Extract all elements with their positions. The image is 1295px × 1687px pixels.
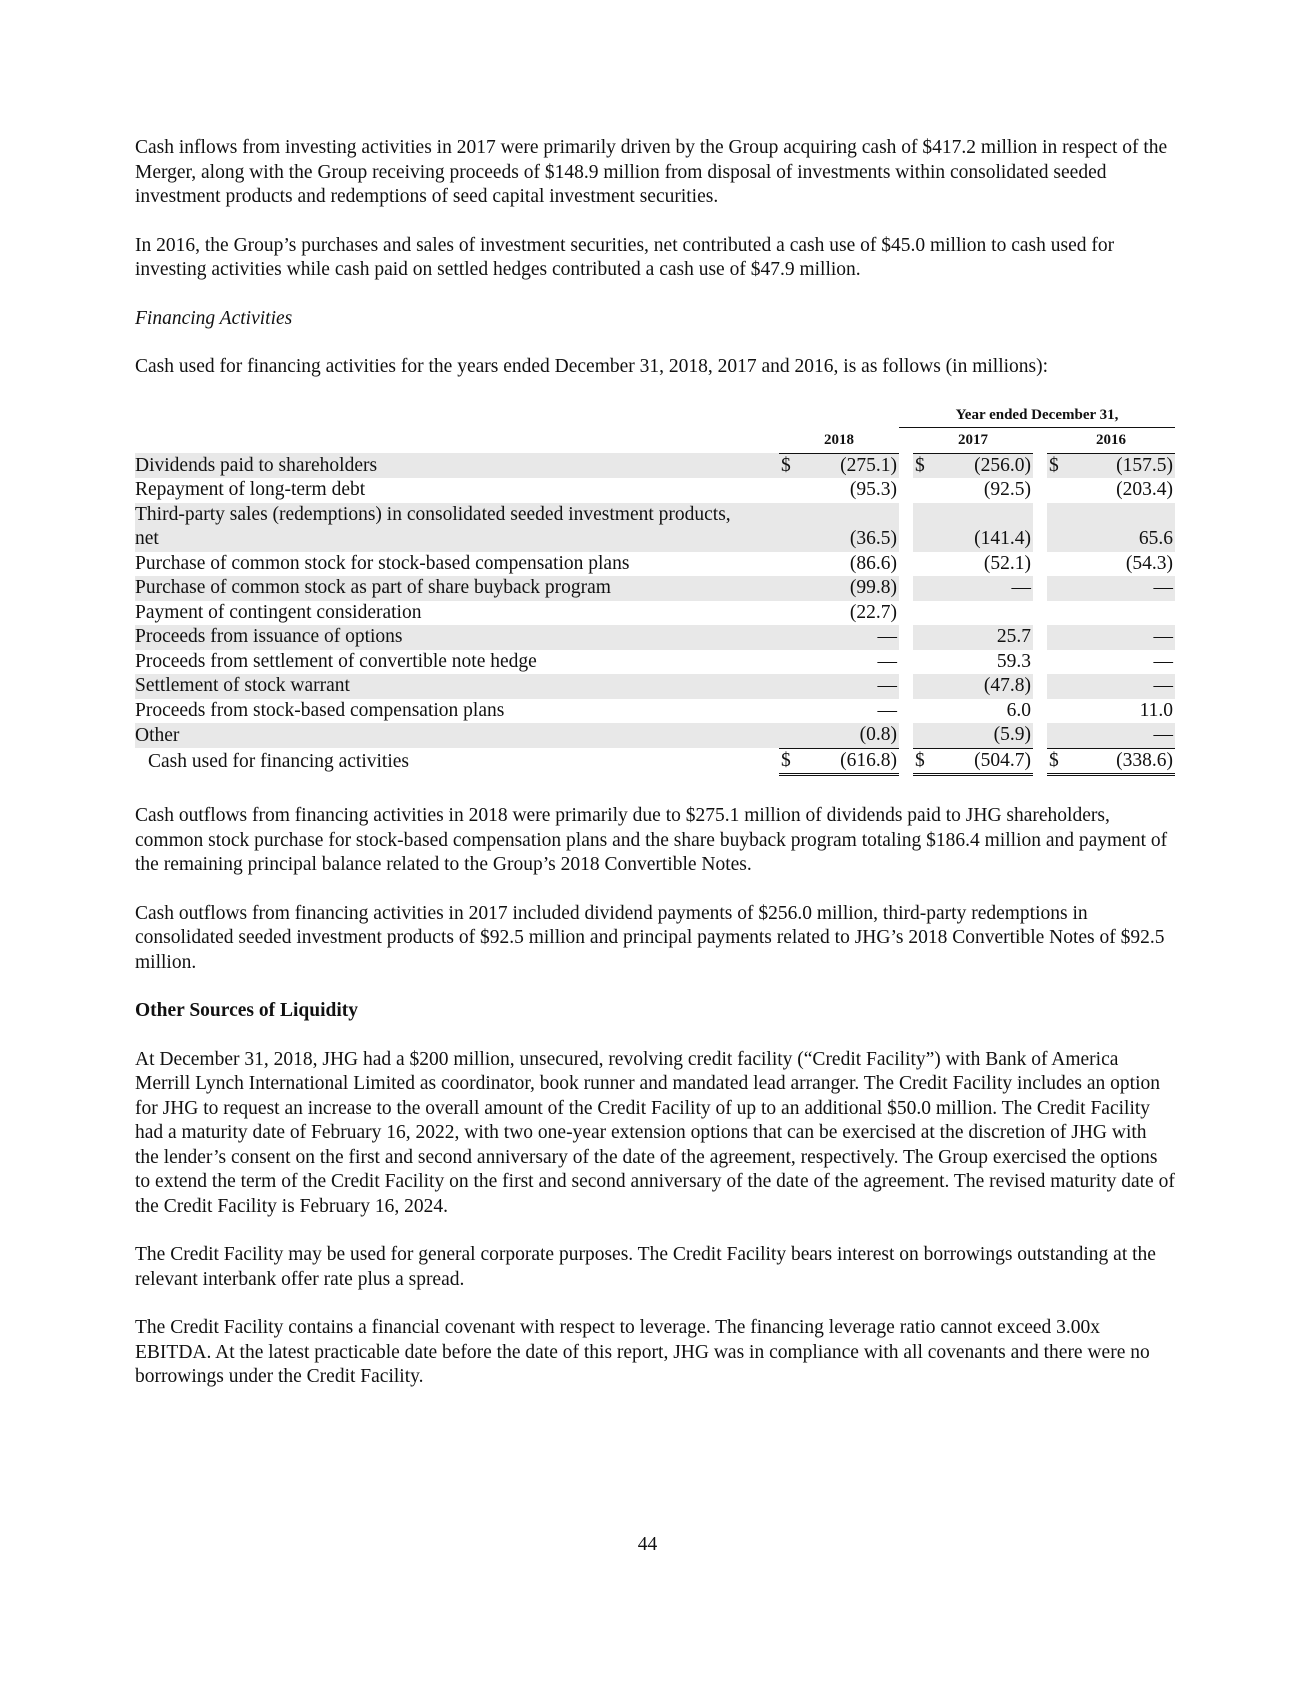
paragraph-credit-facility: At December 31, 2018, JHG had a $200 million, unsecured, revolving credit facility (“Credit Facility”) with Bank of America Merrill Lynch International Limited as coordinator, book runner and mandated lead arranger. The Credit Facility includes an option for JHG to request an increase to the overall amount of the Credit Facility of up to an additional $50.0 million. The Credit Facility had a maturity date of February 16, 2022, with two one-year extension options that can be exercised at the discretion of JHG with the lender’s consent on the first and second anniversary of the date of the agreement, respectively. The Group exercised the options to extend the term of the Credit Facility on the first and second anniversary of the date of the agreement. The revised maturity date of the Credit Facility is February 16, 2024. — [135, 1048, 1175, 1217]
year-2016: 2016 — [1047, 428, 1175, 454]
subheading-financing-activities: Financing Activities — [135, 307, 293, 329]
heading-other-sources-of-liquidity: Other Sources of Liquidity — [135, 1000, 359, 1021]
financing-table — [135, 403, 1175, 777]
table-row: Proceeds from issuance of options — 25.7 — — [135, 625, 1175, 650]
table-header: Year ended December 31, — [899, 403, 1175, 428]
table-total-row: Cash used for financing activities $ (616.8) $ (504.7) $ (338.6) — [135, 748, 1175, 775]
table-row: Dividends paid to shareholders $ (275.1) $ (256.0) $ (157.5) — [135, 453, 1175, 478]
paragraph-credit-facility-purpose: The Credit Facility may be used for general corporate purposes. The Credit Facility bears interest on borrowings outstanding at the relevant interbank offer rate plus a spread. — [135, 1244, 1156, 1290]
table-row: Settlement of stock warrant — (47.8) — — [135, 674, 1175, 699]
paragraph-credit-facility-covenant: The Credit Facility contains a financial covenant with respect to leverage. The financing leverage ratio cannot exceed 3.00x EBITDA. At the latest practicable date before the date of this report, JHG was in compliance with all covenants and there were no borrowings under the Credit Facility. — [135, 1317, 1150, 1387]
paragraph-financing-2018: Cash outflows from financing activities in 2018 were primarily due to $275.1 million of dividends paid to JHG shareholders, common stock purchase for stock-based compensation plans and the share buyback program totaling $186.4 million and payment of the remaining principal balance related to the Group’s 2018 Convertible Notes. — [135, 805, 1168, 875]
table-row: Proceeds from stock-based compensation plans — 6.0 11.0 — [135, 699, 1173, 721]
table-row: Purchase of common stock for stock-based compensation plans (86.6) (52.1) (54.3) — [135, 552, 1173, 574]
table-row: Third-party sales (redemptions) in consolidated seeded investment products, — [135, 503, 1175, 528]
table-row: Repayment of long-term debt (95.3) (92.5) (203.4) — [135, 479, 1173, 500]
year-2018: 2018 — [779, 428, 899, 454]
page-number: 44 — [637, 1534, 658, 1555]
table-intro: Cash used for financing activities for the years ended December 31, 2018, 2017 and 2016, is as follows (in millions): — [135, 356, 1049, 377]
paragraph-investing-2016: In 2016, the Group’s purchases and sales of investment securities, net contributed a cash use of $45.0 million to cash used for investing activities while cash paid on settled hedges contributed a cash use of $47.9 million. — [135, 234, 1115, 280]
paragraph-investing-2017: Cash inflows from investing activities in 2017 were primarily driven by the Group acquiring cash of $417.2 million in respect of the Merger, along with the Group receiving proceeds of $148.9 million from disposal of investments within consolidated seeded investment products and redemptions of seed capital investment securities. — [135, 137, 1168, 207]
table-row: Purchase of common stock as part of share buyback program (99.8) — — — [135, 576, 1175, 601]
paragraph-financing-2017: Cash outflows from financing activities in 2017 included dividend payments of $256.0 million, third-party redemptions in consolidated seeded investment products of $92.5 million and principal payments related to JHG’s 2018 Convertible Notes of $92.5 million. — [135, 902, 1165, 973]
table-row: Proceeds from settlement of convertible note hedge — 59.3 — — [135, 650, 1173, 672]
table-row: net (36.5) (141.4) 65.6 — [135, 527, 1175, 552]
document-page — [135, 136, 1175, 1414]
table-row: Payment of contingent consideration (22.7) — [135, 601, 897, 623]
table-row: Other (0.8) (5.9) — — [135, 723, 1175, 748]
year-2017: 2017 — [913, 428, 1033, 454]
